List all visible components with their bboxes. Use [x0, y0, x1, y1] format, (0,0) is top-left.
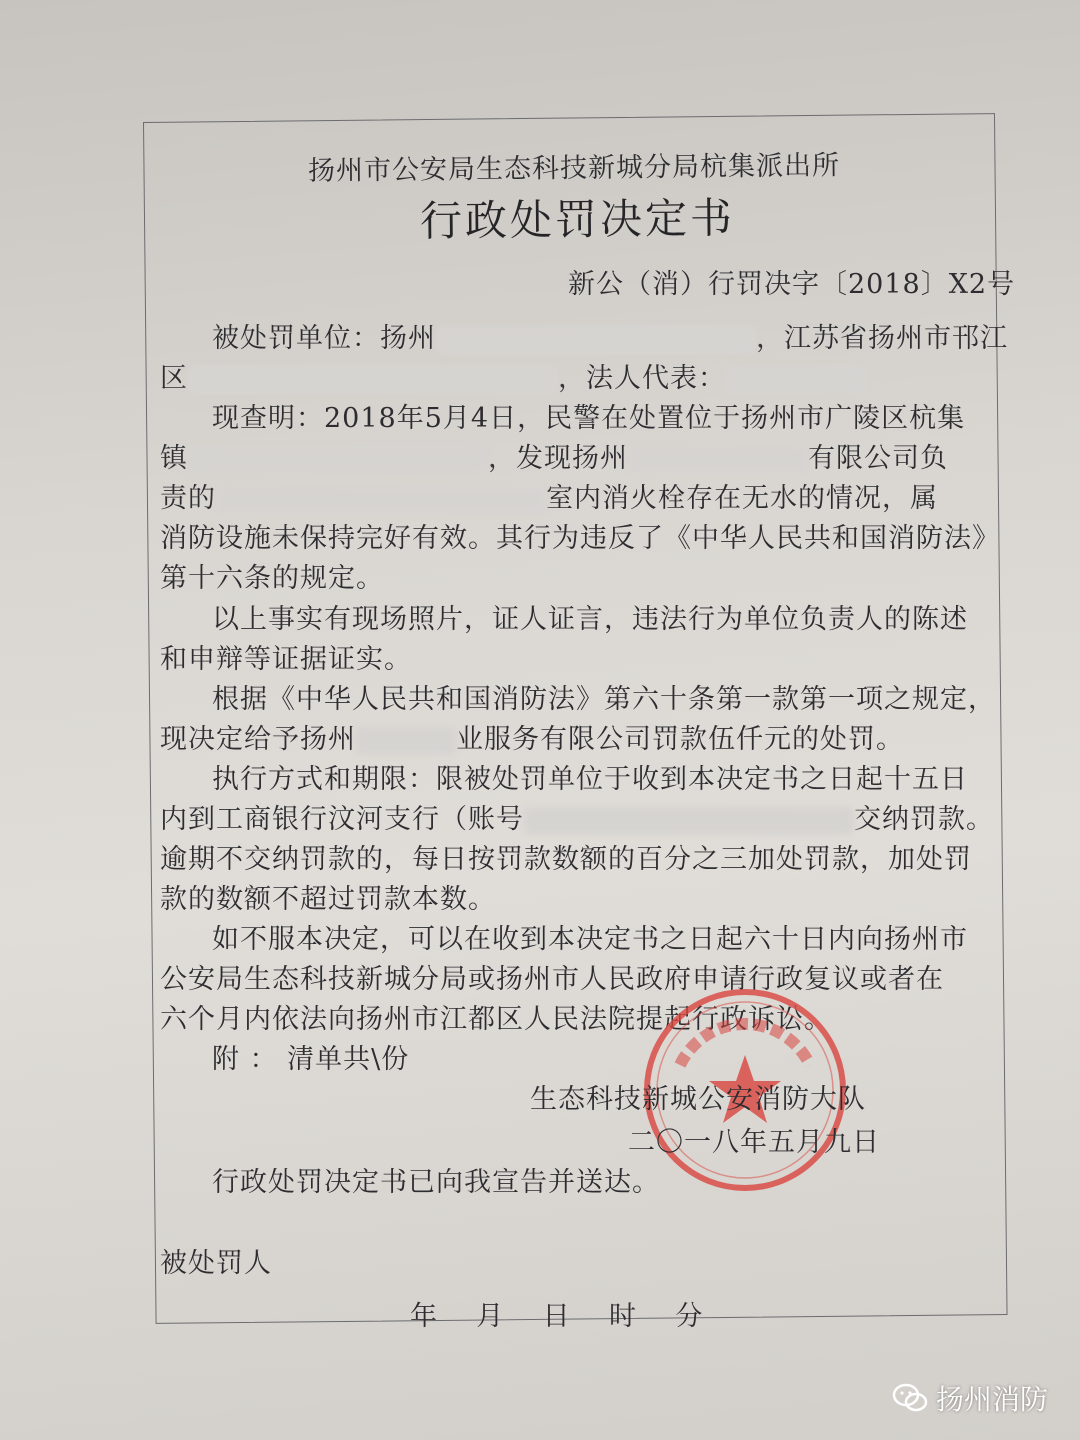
- body-line-10: 根据《中华人民共和国消防法》第六十条第一款第一项之规定，: [212, 684, 996, 715]
- body-line-8: 以上事实有现场照片，证人证言，违法行为单位负责人的陈述: [212, 604, 968, 635]
- signing-authority: 生态科技新城公安消防大队: [530, 1084, 866, 1115]
- body-line-16: 如不服本决定，可以在收到本决定书之日起六十日内向扬州市: [212, 924, 968, 955]
- redaction: [628, 446, 808, 474]
- attachment-line: 附 ： 清单共\份: [212, 1044, 410, 1075]
- redaction: [356, 727, 456, 755]
- redaction: [524, 807, 854, 835]
- body-line-1: 被处罚单位：扬州 ，江苏省扬州市邗江: [212, 323, 1008, 354]
- recipient-label: 被处罚人: [160, 1248, 272, 1279]
- served-statement: 行政处罚决定书已向我宣告并送达。: [212, 1167, 660, 1198]
- body-line-6: 消防设施未保持完好有效。其行为违反了《中华人民共和国消防法》: [160, 523, 1000, 554]
- body-line-3: 现查明：2018年5月4日，民警在处置位于扬州市广陵区杭集: [212, 403, 966, 434]
- body-line-17: 公安局生态科技新城分局或扬州市人民政府申请行政复议或者在: [160, 964, 944, 995]
- body-line-9: 和申辩等证据证实。: [160, 644, 412, 675]
- redaction: [726, 366, 866, 394]
- redaction: [188, 446, 488, 474]
- body-line-13: 内到工商银行汶河支行（账号 交纳罚款。: [160, 804, 994, 835]
- body-line-4: 镇 ，发现扬州 有限公司负: [160, 443, 948, 474]
- decision-date: 二〇一八年五月九日: [628, 1127, 880, 1158]
- body-line-2: 区 ，法人代表：: [160, 362, 866, 396]
- document-title: 行政处罚决定书: [419, 193, 736, 246]
- issuer-header: 扬州市公安局生态科技新城分局杭集派出所: [307, 150, 841, 187]
- body-line-12: 执行方式和期限：限被处罚单位于收到本决定书之日起十五日: [212, 764, 968, 795]
- wechat-account-name: 扬州消防: [936, 1383, 1049, 1416]
- redaction: [436, 326, 756, 354]
- body-line-11: 现决定给予扬州 业服务有限公司罚款伍仟元的处罚。: [160, 724, 904, 755]
- document-number: 新公（消）行罚决字〔2018〕X2号: [568, 269, 1016, 300]
- receipt-time-fields: 年 月 日 时 分: [410, 1301, 704, 1332]
- body-line-14: 逾期不交纳罚款的，每日按罚款数额的百分之三加处罚款，加处罚: [160, 844, 972, 875]
- body-line-15: 款的数额不超过罚款本数。: [160, 884, 496, 915]
- body-line-5: 责的 室内消火栓存在无水的情况，属: [160, 483, 938, 514]
- redaction: [216, 486, 546, 514]
- wechat-watermark: [892, 1378, 1048, 1418]
- wechat-icon: [892, 1382, 928, 1414]
- body-line-7: 第十六条的规定。: [160, 563, 384, 594]
- body-line-18: 六个月内依法向扬州市江都区人民法院提起行政诉讼。: [160, 1004, 832, 1035]
- redaction: [188, 366, 558, 394]
